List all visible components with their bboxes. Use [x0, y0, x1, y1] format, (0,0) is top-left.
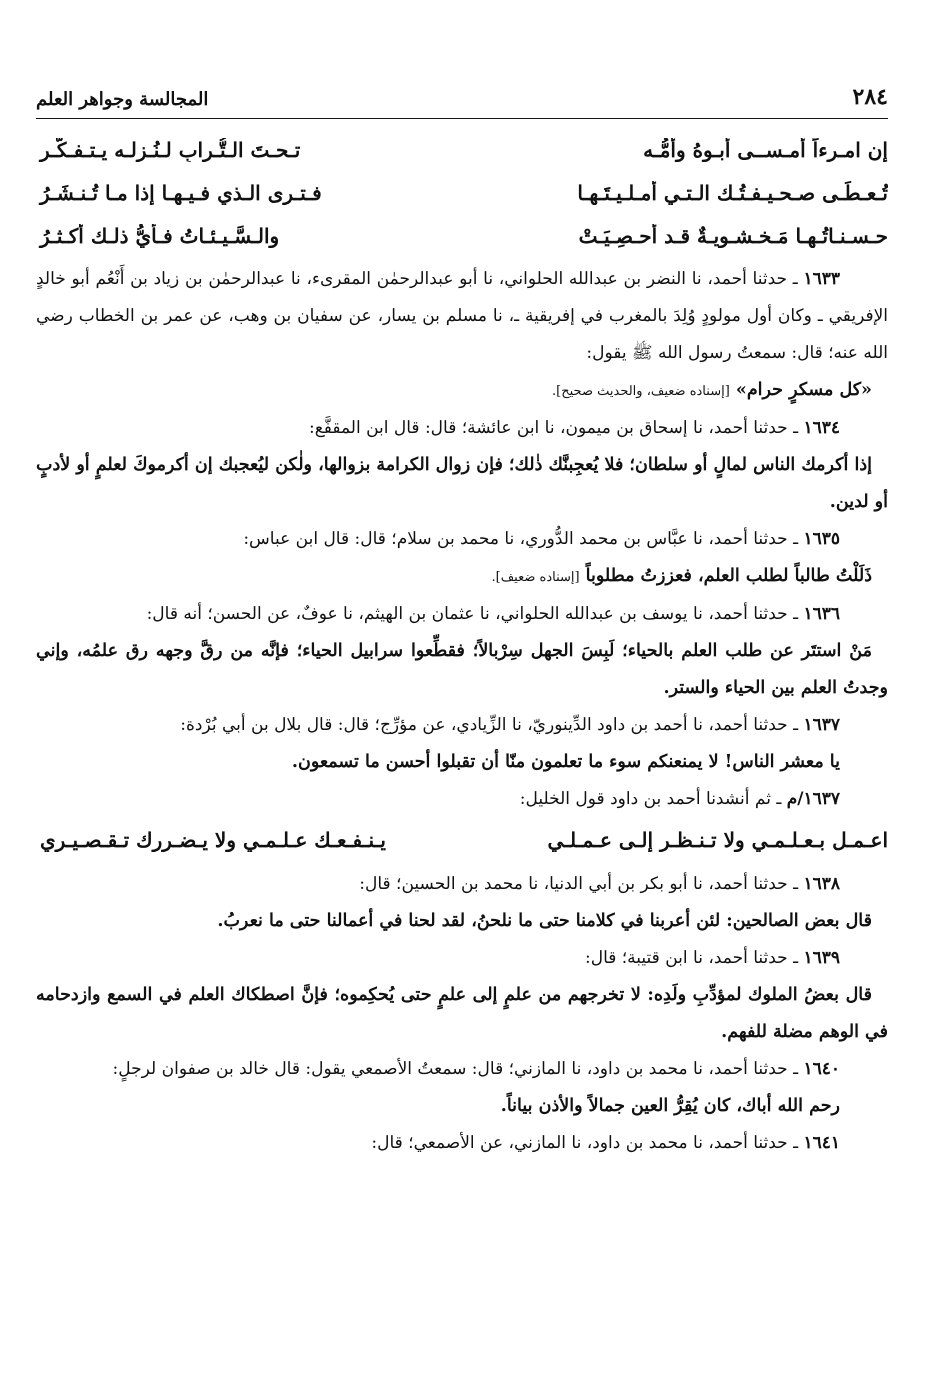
matn-text: يا معشر الناس! لا يمنعنكم سوء ما تعلمون منّا أن تقبلوا أحسن ما تسمعون.: [291, 752, 840, 772]
hadith-number: ١٦٣٩: [803, 948, 840, 968]
isnad-text: ـ حدثنا أحمد، نا النضر بن عبدالله الحلواني، نا أبو عبدالرحمٰن المقرىء، نا عبدالرحمٰن بن زياد بن أَنْعُم أبو خالدٍ الإفريقي ـ وكان أول مولودٍ وُلِدَ بالمغرب في إفريقية ـ، نا مسلم بن يسار، عن سفيان بن وهب، عن عمر بن الخطاب رضي الله عنه؛ قال: سمعتُ رسول الله ﷺ يقول:: [36, 269, 888, 363]
hadith-isnad: [36, 1125, 888, 1162]
hadith-matn: [36, 1088, 888, 1125]
isnad-text: ـ حدثنا أحمد، نا عبَّاس بن محمد الدُّوري، نا محمد بن سلام؛ قال: قال ابن عباس:: [243, 529, 799, 549]
verse-first-hemistich: اعـمـل بـعـلـمـي ولا تـنـظـر إلـى عـمـلـي: [547, 828, 888, 852]
verse: [36, 214, 888, 257]
hadith-number: ١٦٣٨: [803, 874, 840, 894]
book-title: المجالسة وجواهر العلم: [36, 89, 209, 110]
isnad-text: ـ حدثنا أحمد، نا إسحاق بن ميمون، نا ابن عائشة؛ قال: قال ابن المقفَّع:: [308, 418, 799, 438]
hadith-number: ١٦٣٧/م: [786, 789, 840, 809]
isnad-text: ـ حدثنا أحمد، نا محمد بن داود، نا المازني، عن الأصمعي؛ قال:: [371, 1133, 799, 1153]
matn-text: رحم الله أباك، كان يُقِرُّ العين جمالاً والأذن بياناً.: [500, 1096, 840, 1116]
verse: [36, 128, 888, 171]
matn-text: قال بعضُ الملوك لمؤدِّبِ ولَدِه: لا تخرجهم من علمٍ إلى علمٍ حتى يُحكِموه؛ فإنَّ اصطكاك العلم في السمع وازدحامه في الوهم مضلة للفهم.: [36, 985, 888, 1042]
grading-note: [إسناده ضعيف].: [491, 570, 580, 585]
hadith-number: ١٦٣٤: [803, 418, 840, 438]
hadith-number: ١٦٣٣: [803, 269, 840, 289]
verse-second-hemistich: تـحـتَ الـتُّـرابِ لـنُـزلـه يـتـفـكَّـر: [40, 137, 301, 162]
page-number: ٢٨٤: [852, 84, 888, 110]
poem-block: [36, 128, 888, 257]
hadith-matn: [36, 977, 888, 1051]
verse: [36, 818, 888, 862]
matn-text: قال بعض الصالحين: لئن أعربنا في كلامنا حتى ما نلحنُ، لقد لحنا في أعمالنا حتى ما نعربُ.: [217, 911, 872, 931]
hadith-isnad: [36, 596, 888, 633]
hadith-matn: [36, 372, 888, 410]
matn-text: «كل مسكرٍ حرام»: [735, 380, 872, 400]
verse-second-hemistich: فـتـرى الـذي فـيـهـا إذا مـا تُـنـشَـرُ: [40, 180, 322, 205]
matn-text: إذا أكرمك الناس لمالٍ أو سلطان؛ فلا يُعجِبنَّك ذٰلك؛ فإن زوال الكرامة بزوالها، ولٰكن ليُعجبك إن أكرموكَ لعلمٍ أو لأدبٍ أو لدين.: [36, 455, 888, 512]
isnad-text: ـ حدثنا أحمد، نا أبو بكر بن أبي الدنيا، نا محمد بن الحسين؛ قال:: [359, 874, 799, 894]
verse-first-hemistich: إن امـرءاً أمـســى أبـوهُ وأمُّـه: [643, 137, 888, 162]
isnad-text: ـ حدثنا أحمد، نا يوسف بن عبدالله الحلواني، نا عثمان بن الهيثم، نا عوفٌ، عن الحسن؛ أنه قال:: [146, 604, 799, 624]
hadith-number: ١٦٤١: [803, 1133, 840, 1153]
hadith-matn: [36, 633, 888, 707]
verse-first-hemistich: تُـعـطَـى صـحـيـفـتُـك الـتـي أمـلـيـتَـهـا: [577, 180, 888, 205]
isnad-text: ـ حدثنا أحمد، نا أحمد بن داود الدِّينوريّ، نا الزِّيادي، عن مؤرِّج؛ قال: قال بلال بن أبي بُرْدة:: [180, 715, 799, 735]
hadith-isnad: [36, 521, 888, 558]
grading-note: [إسناده ضعيف، والحديث صحيح].: [552, 384, 730, 399]
hadith-matn: [36, 744, 888, 781]
hadith-number: ١٦٣٦: [803, 604, 840, 624]
isnad-text: ـ حدثنا أحمد، نا محمد بن داود، نا المازني؛ قال: سمعتُ الأصمعي يقول: قال خالد بن صفوان لرجلٍ:: [112, 1059, 799, 1079]
hadith-isnad: [36, 781, 888, 818]
verse-second-hemistich: والـسَّـيـئـاتُ فـأيُّ ذلـك أكـثـرُ: [40, 223, 280, 248]
header-rule: [36, 118, 888, 119]
hadith-number: ١٦٣٧: [803, 715, 840, 735]
hadith-number: ١٦٣٥: [803, 529, 840, 549]
hadith-isnad: [36, 261, 888, 372]
verse-first-hemistich: حـسـنـاتُـهـا مَـخـشـويـةٌ قـد أُحـصِـيَـتْ: [578, 223, 888, 248]
isnad-text: ـ حدثنا أحمد، نا ابن قتيبة؛ قال:: [584, 948, 799, 968]
hadith-number: ١٦٤٠: [803, 1059, 840, 1079]
verse-second-hemistich: يـنـفـعـك عـلـمـي ولا يـضـررك تـقـصـيـري: [40, 828, 386, 852]
hadith-isnad: [36, 707, 888, 744]
hadith-isnad: [36, 866, 888, 903]
hadith-matn: [36, 447, 888, 521]
isnad-text: ـ ثم أنشدنا أحمد بن داود قول الخليل:: [519, 789, 782, 809]
page-body: [36, 128, 888, 1162]
page-header: [36, 70, 888, 110]
matn-text: ذَلَلْتُ طالباً لطلب العلم، فعززتُ مطلوباً: [585, 566, 872, 586]
poem-block: [36, 818, 888, 862]
matn-text: مَنْ استتَر عن طلب العلم بالحياء؛ لَبِسَ الجهل سِرْبالاً؛ فقطِّعوا سرابيل الحياء؛ فإنَّه من رقَّ وجهه رق علمُه، وإني وجدتُ العلم بين الحياء والستر.: [36, 641, 888, 698]
hadith-isnad: [36, 1051, 888, 1088]
hadith-isnad: [36, 410, 888, 447]
hadith-isnad: [36, 940, 888, 977]
verse: [36, 171, 888, 214]
hadith-matn: [36, 558, 888, 596]
hadith-matn: [36, 903, 888, 940]
